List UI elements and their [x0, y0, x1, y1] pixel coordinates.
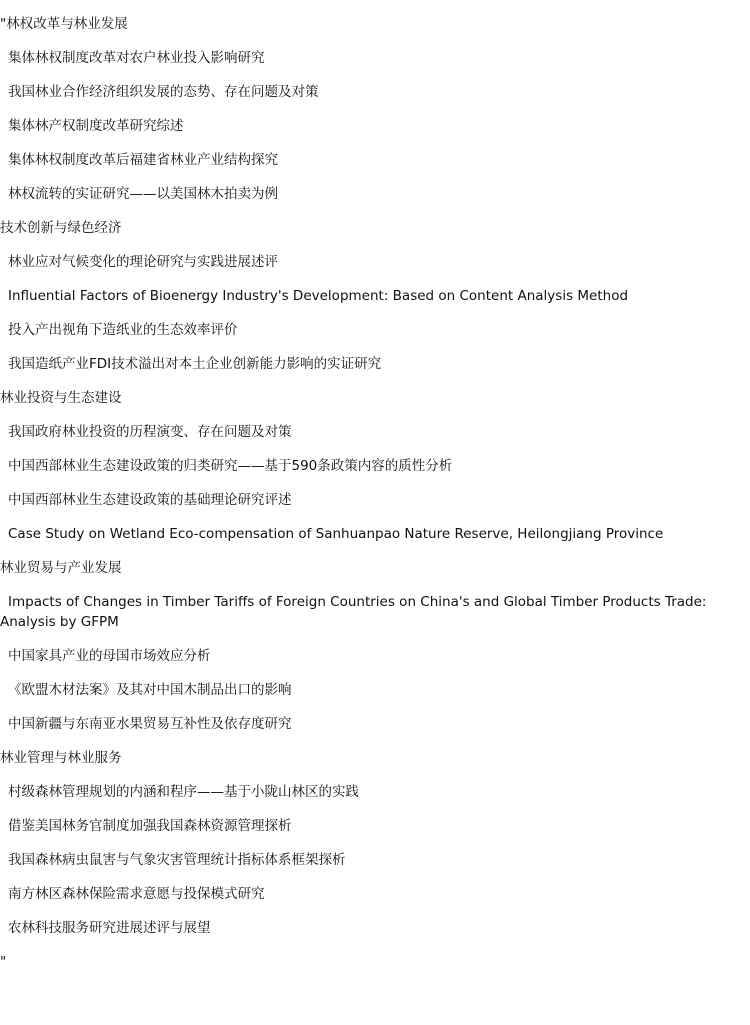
list-item: Influential Factors of Bioenergy Industry's Development: Based on Content Analysis Method — [8, 288, 629, 304]
list-item: Case Study on Wetland Eco-compensation of Sanhuanpao Nature Reserve, Heilongjiang Province — [8, 526, 664, 542]
list-item: 投入产出视角下造纸业的生态效率评价 — [8, 322, 238, 338]
list-item: Impacts of Changes in Timber Tariffs of Foreign Countries on China's and Global Timber Products Trade: Analysis by GFPM — [0, 594, 707, 630]
section-title: 林业投资与生态建设 — [0, 390, 122, 406]
list-item: 我国林业合作经济组织发展的态势、存在问题及对策 — [8, 84, 319, 100]
section-title-text: 林权改革与林业发展 — [6, 16, 128, 32]
list-item: 我国政府林业投资的历程演变、存在问题及对策 — [8, 424, 292, 440]
list-item: 林权流转的实证研究——以美国林木拍卖为例 — [8, 186, 278, 202]
open-quote: " — [0, 16, 7, 32]
section-title: 林业贸易与产业发展 — [0, 560, 122, 576]
list-item: 集体林权制度改革后福建省林业产业结构探究 — [8, 152, 278, 168]
list-item: 中国家具产业的母国市场效应分析 — [8, 648, 211, 664]
list-item: 借鉴美国林务官制度加强我国森林资源管理探析 — [8, 818, 292, 834]
list-item: 农林科技服务研究进展述评与展望 — [8, 920, 211, 936]
section-title: 技术创新与绿色经济 — [0, 220, 122, 236]
close-quote: " — [0, 954, 7, 970]
section-title: 林业管理与林业服务 — [0, 750, 122, 766]
list-item: 林业应对气候变化的理论研究与实践进展述评 — [8, 254, 278, 270]
list-item: 中国新疆与东南亚水果贸易互补性及依存度研究 — [8, 716, 292, 732]
list-item: 我国造纸产业FDI技术溢出对本土企业创新能力影响的实证研究 — [8, 356, 382, 372]
list-item: 《欧盟木材法案》及其对中国木制品出口的影响 — [8, 682, 292, 698]
list-item: 我国森林病虫鼠害与气象灾害管理统计指标体系框架探析 — [8, 852, 346, 868]
list-item: 中国西部林业生态建设政策的基础理论研究评述 — [8, 492, 292, 508]
section-title — [0, 14, 750, 48]
list-item: 村级森林管理规划的内涵和程序——基于小陇山林区的实践 — [8, 784, 359, 800]
list-item: 中国西部林业生态建设政策的归类研究——基于590条政策内容的质性分析 — [8, 458, 453, 474]
list-item: 集体林权制度改革对农户林业投入影响研究 — [8, 50, 265, 66]
list-item: 南方林区森林保险需求意愿与投保模式研究 — [8, 886, 265, 902]
list-item: 集体林产权制度改革研究综述 — [8, 118, 184, 134]
